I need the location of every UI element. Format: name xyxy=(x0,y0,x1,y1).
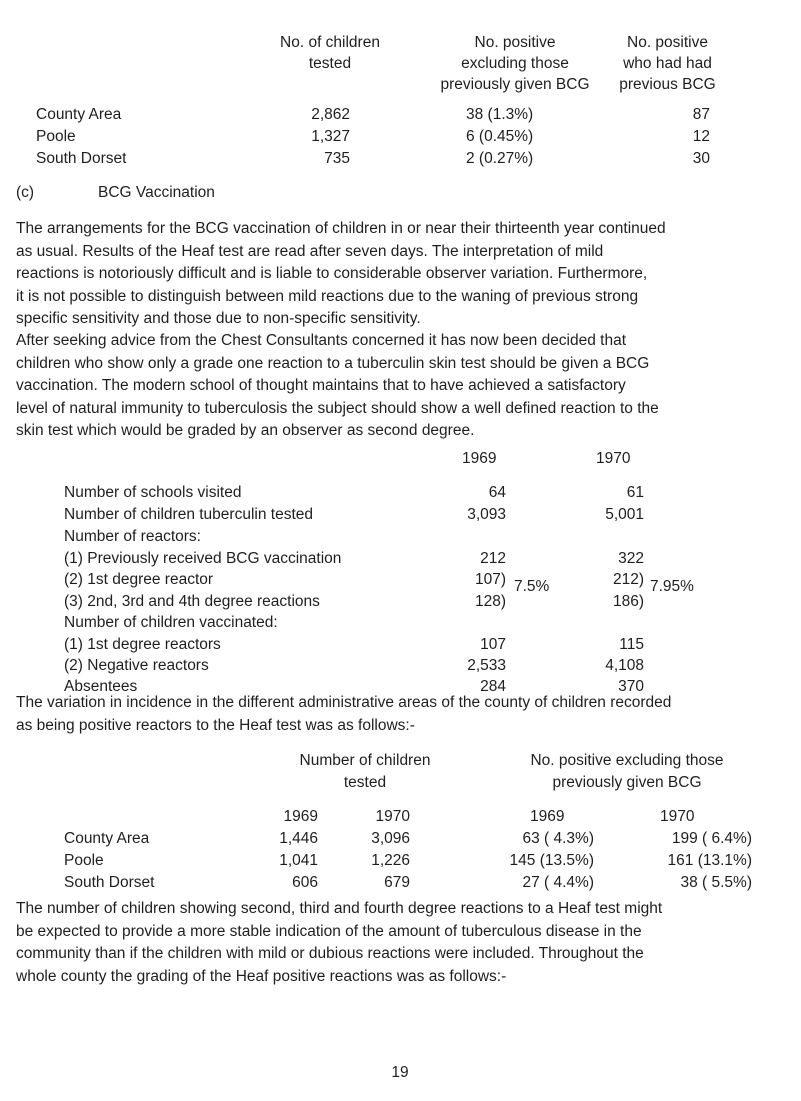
column-header-1970: 1970 xyxy=(375,808,410,825)
table-cell-positive-1970: 38 ( 5.5%) xyxy=(680,874,752,891)
table-row-label: (2) 1st degree reactor xyxy=(64,571,214,588)
table-cell: 38 (1.3%) xyxy=(466,106,534,123)
table-row: County Area xyxy=(36,106,122,123)
percent-1969: 7.5% xyxy=(514,578,550,595)
table-row: Poole xyxy=(36,128,76,145)
table1-header-previous: No. positive who had had previous BCG xyxy=(619,34,716,93)
column-header-1969: 1969 xyxy=(283,808,318,825)
table-cell-positive-1969: 27 ( 4.4%) xyxy=(522,874,594,891)
table-cell: 2 (0.27%) xyxy=(466,150,534,167)
column-header-1970: 1970 xyxy=(660,808,695,825)
table-cell-1970: 61 xyxy=(626,484,644,501)
section-label: (c) xyxy=(16,184,35,201)
table-cell-1969: 64 xyxy=(488,484,506,501)
column-header-1970: 1970 xyxy=(596,450,631,467)
table3-header-positive: No. positive excluding those previously given BCG xyxy=(530,752,724,791)
table-cell-1970: 370 xyxy=(618,678,644,695)
percent-1970: 7.95% xyxy=(650,578,694,595)
table-cell: 30 xyxy=(692,150,710,167)
table-cell: 1,327 xyxy=(311,128,350,145)
table-row-label: (1) 1st degree reactors xyxy=(64,636,221,653)
table-cell-1970: 212) xyxy=(612,571,644,588)
column-header-1969: 1969 xyxy=(462,450,497,467)
table-cell: 87 xyxy=(692,106,710,123)
table-row-label: (2) Negative reactors xyxy=(64,657,209,674)
table-cell: 12 xyxy=(692,128,710,145)
paragraph-advice: After seeking advice from the Chest Consultants concerned it has now been decided that children who show only a grade one reaction to a tuberculin skin test should be given a BCG vaccination. The modern school of thought maintains that to have achieved a satisfactory level of natural immunity to tuberculosis the subject should show a well defined reaction to the skin test which would be graded by an observer as second degree. xyxy=(16,332,659,440)
table-row: South Dorset xyxy=(36,150,127,167)
table1-header-tested: No. of children tested xyxy=(280,34,380,72)
table-cell-1969: 284 xyxy=(480,678,506,695)
table-row-label: Number of reactors: xyxy=(64,528,201,545)
table-cell-positive-1969: 145 (13.5%) xyxy=(509,852,594,869)
paragraph-arrangements: The arrangements for the BCG vaccination of children in or near their thirteenth year continued as usual. Results of the Heaf test are read after seven days. The interpretation of mild reactions is notoriously difficult and is liable to considerable observer variation. Furthermore, it is not possible to distinguish between mild reactions due to the waning of previous strong specific sensitivity and those due to non-specific sensitivity. xyxy=(16,220,666,328)
table-row-label: Number of children vaccinated: xyxy=(64,614,278,631)
table-row-area: South Dorset xyxy=(64,874,155,891)
table-cell-1970: 4,108 xyxy=(605,657,644,674)
table-cell-tested-1969: 606 xyxy=(292,874,318,891)
table-cell-tested-1970: 679 xyxy=(384,874,410,891)
table-row-label: (3) 2nd, 3rd and 4th degree reactions xyxy=(64,593,320,610)
page-number: 19 xyxy=(391,1064,409,1081)
table-cell-1969: 212 xyxy=(480,550,506,567)
table-cell: 6 (0.45%) xyxy=(466,128,534,145)
table-cell-1969: 107 xyxy=(480,636,506,653)
table-row-label: Number of schools visited xyxy=(64,484,242,501)
table-cell-tested-1969: 1,446 xyxy=(279,830,318,847)
table-cell-1970: 322 xyxy=(618,550,644,567)
table-cell-1969: 3,093 xyxy=(467,506,506,523)
table-row-label: (1) Previously received BCG vaccination xyxy=(64,550,342,567)
table-row-label: Absentees xyxy=(64,678,138,695)
table-cell-1970: 115 xyxy=(619,636,644,653)
table-cell-tested-1969: 1,041 xyxy=(279,852,318,869)
table-cell: 2,862 xyxy=(311,106,350,123)
paragraph-grading: The number of children showing second, third and fourth degree reactions to a Heaf test might be expected to provide a more stable indication of the amount of tuberculous disease in the community than if the children with mild or dubious reactions were included. Throughout the whole county the grading of the Heaf positive reactions was as follows:- xyxy=(16,900,663,985)
table-cell-1970: 5,001 xyxy=(605,506,644,523)
table-cell-tested-1970: 1,226 xyxy=(371,852,410,869)
table-cell: 735 xyxy=(324,150,350,167)
table-cell-1970: 186) xyxy=(612,593,644,610)
table-cell-positive-1970: 199 ( 6.4%) xyxy=(671,830,752,847)
section-title: BCG Vaccination xyxy=(98,184,215,201)
column-header-1969: 1969 xyxy=(530,808,565,825)
table-cell-positive-1970: 161 (13.1%) xyxy=(667,852,752,869)
table-cell-1969: 107) xyxy=(474,571,506,588)
table-cell-1969: 128) xyxy=(474,593,506,610)
table3-header-tested: Number of children tested xyxy=(299,752,431,791)
table-row-label: Number of children tuberculin tested xyxy=(64,506,313,523)
table-cell-tested-1970: 3,096 xyxy=(371,830,410,847)
table-row-area: County Area xyxy=(64,830,150,847)
table-cell-positive-1969: 63 ( 4.3%) xyxy=(522,830,594,847)
table-cell-1969: 2,533 xyxy=(467,657,506,674)
paragraph-variation: The variation in incidence in the different administrative areas of the county of children recorded as being positive reactors to the Heaf test was as follows:- xyxy=(16,694,672,734)
table-row-area: Poole xyxy=(64,852,104,869)
table1-header-positive: No. positive excluding those previously given BCG xyxy=(440,34,590,93)
